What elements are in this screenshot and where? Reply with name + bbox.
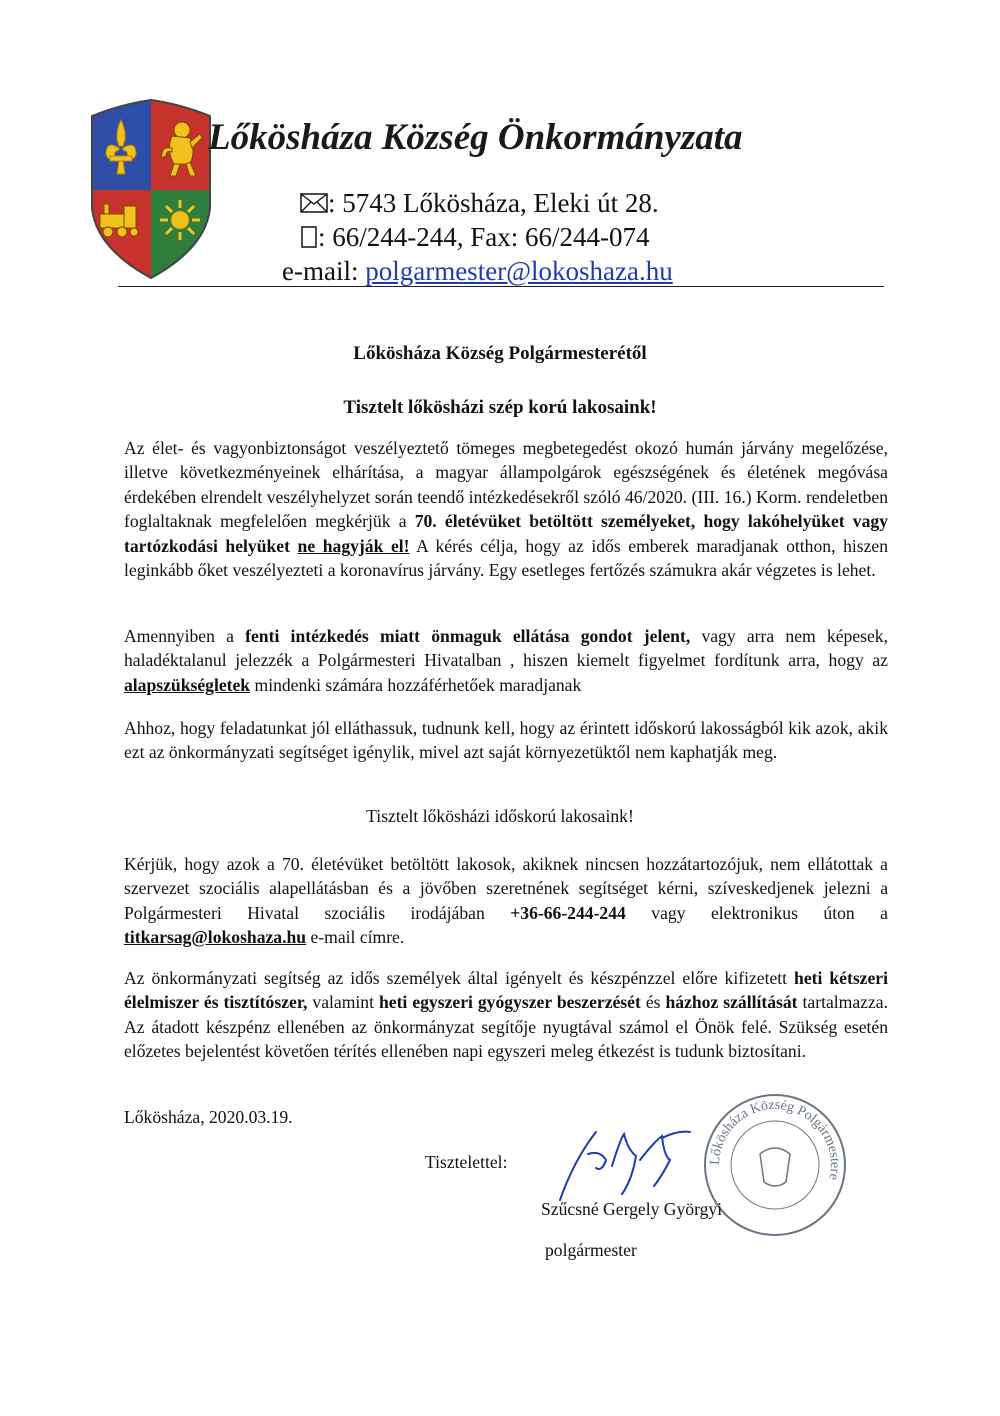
- paragraph-4: [124, 852, 888, 950]
- email-label: e-mail:: [282, 256, 366, 286]
- contact-phone: +36-66-244-244: [510, 902, 626, 923]
- paragraph-3: Ahhoz, hogy feladatunkat jól elláthassuk, tudnunk kell, hogy az érintett időskorú lakosságból kik azok, akik ezt az önkormányzati segítséget igénylik, mivel azt saját környezetüktől nem kaphatják meg.: [124, 718, 888, 763]
- p5-text-g: tartalmazza. Az átadott készpénz ellenében az önkormányzat segítője nyugtával számol el Önök felé. Szükség esetén előzetes bejelentést követően térítés ellenében napi egyszeri meleg étkezést is tudunk biztosítani.: [124, 992, 889, 1062]
- paragraph-5: [124, 966, 888, 1064]
- phone-line: [300, 222, 650, 253]
- p2-emphasis: alapszükségletek: [124, 674, 251, 695]
- p1-bold-text: 70. életévüket betöltött személyeket, hogy lakóhelyüket vagy tartózkodási helyüket: [124, 511, 888, 556]
- p5-text-a: Az önkormányzati segítség az idős személyek által igényelt és készpénzzel előre kifizetett: [124, 968, 795, 988]
- sun-icon: [160, 200, 200, 240]
- p1-emphasis: ne hagyják el!: [297, 535, 410, 556]
- official-stamp: [700, 1090, 850, 1240]
- p5-text-e: és: [640, 992, 666, 1013]
- signer-title: polgármester: [545, 1240, 637, 1260]
- envelope-icon: [300, 193, 328, 213]
- p4-text-c: e-mail címre.: [306, 927, 405, 948]
- p1-text-a: Az élet- és vagyonbiztonságot veszélyeztető tömeges megbetegedést okozó humán járvány megelőzése, illetve következményeinek elhárítása, a magyar állampolgárok egészségének és életének megóvása érdekében elrendelt veszélyhelyzet során teendő intézkedésekről szóló 46/2020. (III. 16.) Korm. rendeletben foglaltaknak megfelelően megkérjük a: [124, 438, 888, 532]
- greeting-2: Tisztelt lőkösházi időskorú lakosaink!: [366, 806, 634, 826]
- email-link[interactable]: polgarmester@lokoshaza.hu: [365, 256, 673, 286]
- phone-fax-text: : 66/244-244, Fax: 66/244-074: [318, 222, 650, 252]
- p2-text-a: Amennyiben a: [124, 626, 246, 646]
- p5-bold-b: heti kétszeri élelmiszer és tisztítószer,: [124, 968, 888, 1013]
- address-text: : 5743 Lőkösháza, Eleki út 28.: [328, 188, 659, 218]
- header-divider: [118, 286, 884, 287]
- closing: Tisztelettel:: [425, 1152, 508, 1172]
- paragraph-2: [124, 624, 888, 697]
- p5-text-c: valamint: [307, 992, 379, 1013]
- p4-text-b: vagy elektronikus úton a: [625, 902, 888, 923]
- handwritten-signature: [550, 1120, 700, 1210]
- email-line: [282, 256, 673, 287]
- p5-bold-f: házhoz szállítását: [665, 992, 798, 1013]
- organization-name: Lőkösháza Község Önkormányzata: [208, 117, 743, 158]
- p2-bold-text: fenti intézkedés miatt önmaguk ellátása gondot jelent,: [245, 626, 691, 646]
- greeting-heading: Tisztelt lőkösházi szép korú lakosaink!: [343, 397, 657, 418]
- paragraph-1: [124, 436, 888, 582]
- p5-bold-d: heti egyszeri gyógyszer beszerzését: [378, 992, 641, 1013]
- place-date: Lőkösháza, 2020.03.19.: [124, 1107, 293, 1127]
- crest-logo: [86, 98, 216, 280]
- svg-text:Lőkösháza Község Polgármestere: Lőkösháza Község Polgármestere: [707, 1097, 843, 1182]
- letter-from-heading: Lőkösháza Község Polgármesterétől: [353, 343, 647, 364]
- address-line: [300, 188, 659, 219]
- signer-name: Szűcsné Gergely Györgyi: [541, 1199, 723, 1219]
- p2-text-e: mindenki számára hozzáférhetőek maradjanak: [250, 674, 582, 695]
- p4-text-a: Kérjük, hogy azok a 70. életévüket betöltött lakosok, akiknek nincsen hozzátartozójuk, nem ellátottak a szervezet szociális alapellátásban és a jövőben szeretnének segítséget kérni, szíveskedjenek jelezni a Polgármesteri Hivatal szociális irodájában: [124, 854, 888, 923]
- p2-text-c: vagy arra nem képesek, haladéktalanul jelezzék a Polgármesteri Hivatalban , hiszen kiemelt figyelmet fordítunk arra, hogy az: [124, 626, 888, 671]
- p1-text-d: A kérés célja, hogy az idős emberek maradjanak otthon, hiszen leginkább őket veszélyezteti a koronavírus járvány. Egy esetleges fertőzés számukra akár végzetes is lehet.: [124, 535, 889, 581]
- contact-email-link[interactable]: titkarsag@lokoshaza.hu: [124, 927, 307, 948]
- phone-icon: [300, 226, 318, 248]
